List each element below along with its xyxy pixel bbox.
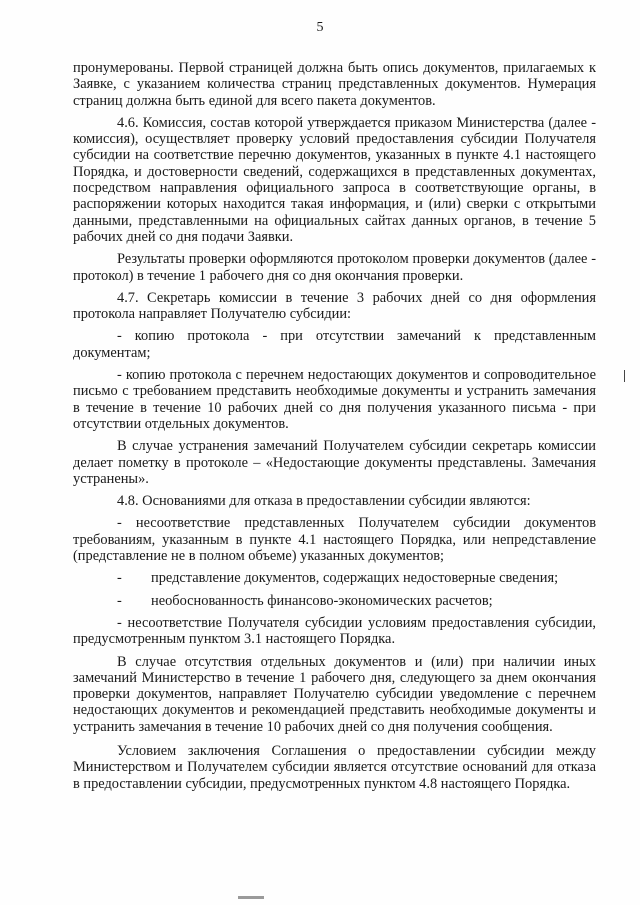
scan-margin-mark	[624, 370, 625, 382]
list-item-protocol-missing-docs: - копию протокола с перечнем недостающих документов и сопроводительное письмо с требованием представить необходимые документы и устранить замечания в течение в течение 10 рабочих дней со дня получения указанного письма - при отсутствии отдельных документов.	[73, 367, 596, 432]
paragraph-missing-docs-notice: В случае отсутствия отдельных документов и (или) при наличии иных замечаний Министерство в течение 1 рабочего дня, следующего за днем окончания проверки документов, направляет Получателю субсидии уведомление с перечнем недостающих документов и рекомендацией представить необходимые документы и устранить замечания в течение 10 рабочих дней со дня получения сообщения.	[73, 653, 596, 735]
page-number: 5	[316, 20, 324, 35]
list-item-nonconformity-recipient: - несоответствие Получателя субсидии условиям предоставления субсидии, предусмотренным пунктом 3.1 настоящего Порядка.	[73, 614, 596, 648]
paragraph-agreement-condition: Условием заключения Соглашения о предоставлении субсидии между Министерством и Получателем субсидии является отсутствие оснований для отказа в предоставлении субсидии, предусмотренных пунктом 4.8 настоящего Порядка.	[73, 742, 596, 792]
paragraph-check-results: Результаты проверки оформляются протоколом проверки документов (далее - протокол) в течение 1 рабочего дня со дня окончания проверки.	[73, 251, 596, 284]
list-item-unjustified-calc	[73, 593, 596, 609]
paragraph-remarks-fixed: В случае устранения замечаний Получателем субсидии секретарь комиссии делает пометку в протоколе – «Недостающие документы представлены. Замечания устранены».	[73, 438, 596, 487]
list-dash: -	[117, 592, 122, 609]
list-item-text: необоснованность финансово-экономических расчетов;	[151, 592, 493, 609]
list-item-text: представление документов, содержащих недостоверные сведения;	[151, 570, 559, 587]
paragraph-4-8: 4.8. Основаниями для отказа в предоставлении субсидии являются:	[117, 493, 531, 510]
paragraph-numbering: пронумерованы. Первой страницей должна быть опись документов, прилагаемых к Заявке, с указанием количества страниц представленных документов. Нумерация страниц должна быть единой для всего пакета документов.	[73, 60, 596, 109]
list-item-false-info	[73, 570, 596, 586]
paragraph-4-7: 4.7. Секретарь комиссии в течение 3 рабочих дней со дня оформления протокола направляет Получателю субсидии:	[73, 289, 596, 323]
document-body	[73, 60, 596, 792]
scan-bottom-mark	[238, 896, 264, 899]
list-item-nonconformity-docs: - несоответствие представленных Получателем субсидии документов требованиям, указанным в пункте 4.1 настоящего Порядка, или непредставление (представление не в полном объеме) указанных документов;	[73, 515, 596, 565]
list-dash: -	[117, 570, 122, 587]
list-item-protocol-copy: - копию протокола - при отсутствии замечаний к представленным документам;	[73, 328, 596, 361]
paragraph-4-6: 4.6. Комиссия, состав которой утверждается приказом Министерства (далее - комиссия), осуществляет проверку условий предоставления субсидии Получателя субсидии на соответствие перечню документов, указанных в пункте 4.1 настоящего Порядка, и достоверности сведений, содержащихся в представленных документах, посредством направления официального запроса в соответствующие органы, в распоряжении которых находится такая информация, и (или) сверки с открытыми данными, представленными на официальных сайтах данных органов, в течение 5 рабочих дней со дня подачи Заявки.	[73, 114, 596, 245]
